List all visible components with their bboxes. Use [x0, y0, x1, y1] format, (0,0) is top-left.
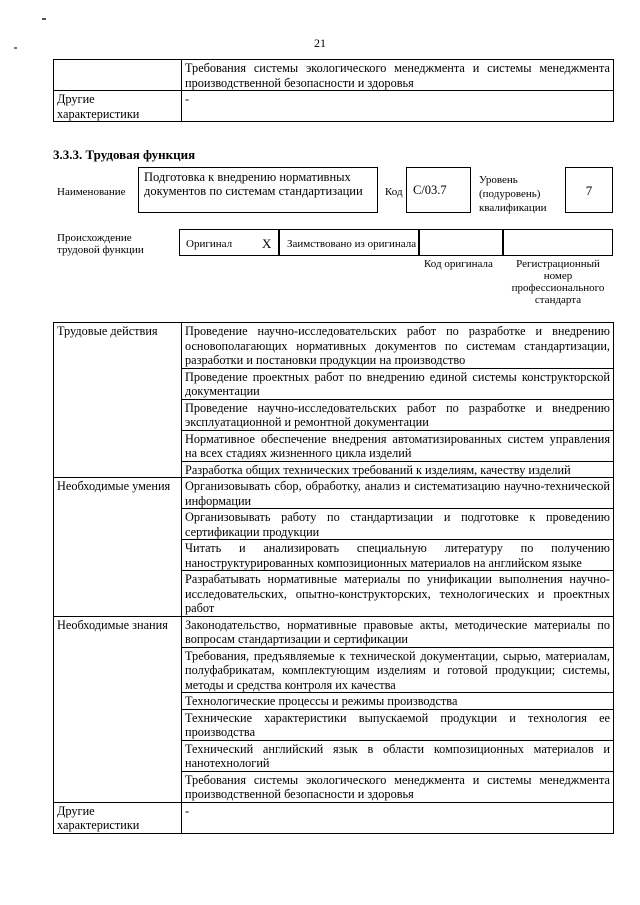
code-label: Код [385, 186, 403, 198]
list-item: Требования, предъявляемые к технической документации, сырью, материалам, полуфабрикатам, комплектующим изделиям и готовой продукции; системы, методы и средства контроля их качества [182, 647, 614, 693]
list-item: Проведение научно-исследовательских работ по разработке и внедрению основополагающих нормативных документов по системам стандартизации, разработки и постановки продукции на производство [182, 323, 614, 369]
top-table [53, 59, 614, 122]
section-title: 3.3.3. Трудовая функция [53, 147, 196, 162]
original-mark: X [262, 236, 272, 251]
list-item: Нормативное обеспечение внедрения автоматизированных систем управления на всех стадиях жизненного цикла изделий [182, 430, 614, 461]
list-item: Проведение научно-исследовательских работ по разработке и внедрению эксплуатационной и ремонтной документации [182, 399, 614, 430]
original-label: Оригинал [186, 238, 233, 250]
list-item: Законодательство, нормативные правовые акты, методические материалы по вопросам стандартизации и сертификации [182, 616, 614, 647]
group-label: Необходимые знания [54, 616, 182, 802]
group-label: Другие характеристики [54, 802, 182, 833]
row-label: Другие характеристики [54, 91, 182, 122]
list-item: Разработка общих технических требований к изделиям, качеству изделий [182, 461, 614, 478]
page-number: 21 [314, 36, 326, 50]
table-row [54, 478, 614, 509]
list-item: Организовывать работу по стандартизации и подготовке к проведению сертификации продукции [182, 509, 614, 540]
main-table [53, 322, 614, 834]
list-item: Организовывать сбор, обработку, анализ и систематизацию научно-технической информации [182, 478, 614, 509]
code-box [406, 167, 471, 213]
table-row [54, 60, 614, 91]
list-item: - [182, 802, 614, 833]
table-row [54, 616, 614, 647]
level-box [565, 167, 613, 213]
list-item: Требования системы экологического менеджмента и системы менеджмента производственной безопасности и здоровья [182, 771, 614, 802]
registration-caption: Регистрационный номер профессионального стандарта [511, 258, 605, 306]
borrowed-box [279, 229, 419, 256]
list-item: Проведение проектных работ по внедрению единой системы конструкторской документации [182, 368, 614, 399]
group-label: Необходимые умения [54, 478, 182, 617]
list-item: Технологические процессы и режимы производства [182, 693, 614, 710]
table-row [54, 802, 614, 833]
scan-mark [42, 18, 46, 20]
level-value: 7 [585, 183, 593, 198]
origin-label: Происхождение трудовой функции [57, 232, 144, 256]
registration-number-box [503, 229, 613, 256]
list-item: Разрабатывать нормативные материалы по унификации выполнения научно-исследовательских, опытно-конструкторских, технологических и проектных работ [182, 571, 614, 617]
table-row [54, 91, 614, 122]
code-value: C/03.7 [413, 183, 447, 197]
list-item: Читать и анализировать специальную литературу по получению наноструктурированных композиционных материалов на английском языке [182, 540, 614, 571]
row-label [54, 60, 182, 91]
original-box [179, 229, 279, 256]
original-code-caption: Код оригинала [424, 258, 493, 270]
group-label: Трудовые действия [54, 323, 182, 478]
list-item: Технический английский язык в области композиционных материалов и нанотехнологий [182, 740, 614, 771]
row-text: Требования системы экологического менеджмента и системы менеджмента производственной безопасности и здоровья [182, 60, 614, 91]
function-name: Подготовка к внедрению нормативных документов по системам стандартизации [144, 170, 363, 198]
level-label: Уровень (подуровень) квалификации [479, 174, 547, 214]
function-name-box [138, 167, 378, 213]
list-item: Технические характеристики выпускаемой продукции и технология ее производства [182, 709, 614, 740]
borrowed-label: Заимствовано из оригинала [287, 238, 417, 250]
table-row [54, 323, 614, 369]
row-text: - [182, 91, 614, 122]
original-code-box [419, 229, 503, 256]
name-label: Наименование [57, 186, 126, 198]
